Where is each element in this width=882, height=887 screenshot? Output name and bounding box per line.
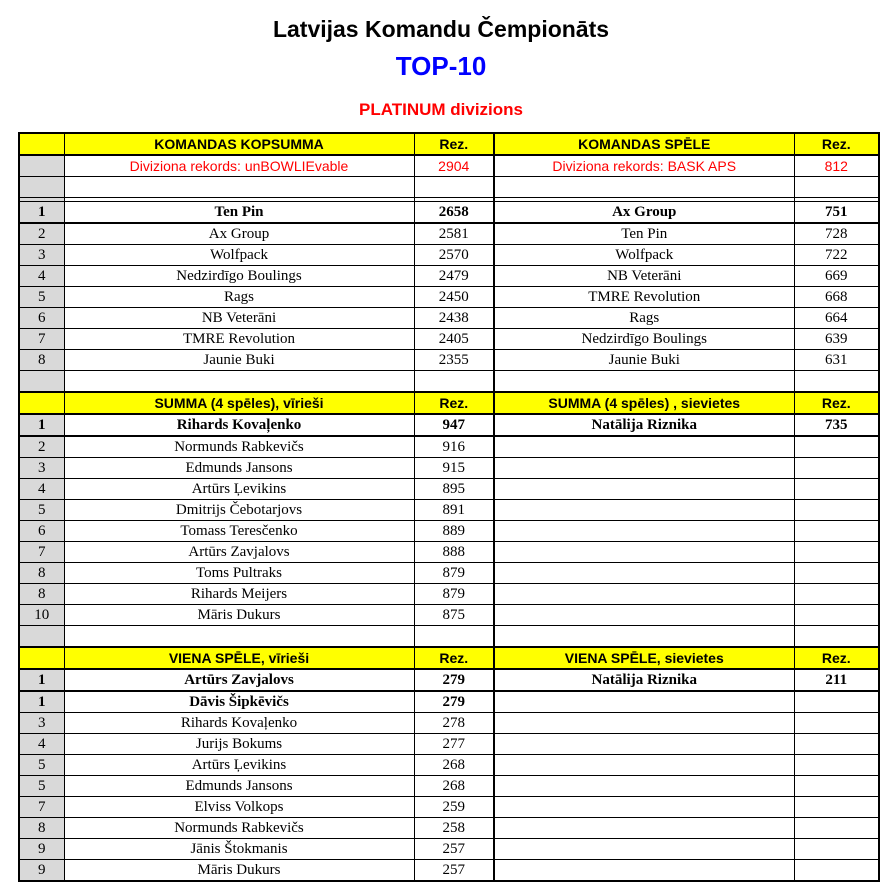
- rank-cell: 2: [19, 223, 64, 245]
- table-row: [19, 755, 879, 776]
- score-cell-right: 722: [794, 245, 879, 266]
- score-cell-left: 2355: [414, 350, 494, 371]
- name-cell-left: Ten Pin: [64, 202, 414, 224]
- column-header-rez-left: Rez.: [414, 647, 494, 669]
- name-cell-left: Rags: [64, 287, 414, 308]
- empty-row: [19, 177, 879, 198]
- score-cell-right: [794, 755, 879, 776]
- name-cell-right: Rags: [494, 308, 794, 329]
- name-cell-right: [494, 860, 794, 882]
- record-row: [19, 155, 879, 177]
- page-subtitle: TOP-10: [395, 51, 487, 81]
- name-cell-left: Artūrs Zavjalovs: [64, 542, 414, 563]
- name-cell-right: [494, 818, 794, 839]
- section-header-left: SUMMA (4 spēles), vīrieši: [64, 392, 414, 414]
- rank-cell: 4: [19, 479, 64, 500]
- score-cell-right: [794, 818, 879, 839]
- score-cell-left: 259: [414, 797, 494, 818]
- rank-cell: 1: [19, 414, 64, 436]
- score-cell-left: 895: [414, 479, 494, 500]
- rank-cell: 1: [19, 202, 64, 224]
- score-cell-right: 669: [794, 266, 879, 287]
- empty-rank-cell: [19, 371, 64, 393]
- name-cell-right: [494, 734, 794, 755]
- rank-column-header: [19, 133, 64, 155]
- table-row: [19, 329, 879, 350]
- section-header-right: KOMANDAS SPĒLE: [494, 133, 794, 155]
- score-cell-left: 257: [414, 839, 494, 860]
- name-cell-left: TMRE Revolution: [64, 329, 414, 350]
- table-row: [19, 605, 879, 626]
- score-cell-left: 915: [414, 458, 494, 479]
- empty-row: [19, 626, 879, 648]
- name-cell-left: Rihards Meijers: [64, 584, 414, 605]
- rank-cell: 6: [19, 521, 64, 542]
- name-cell-right: [494, 839, 794, 860]
- empty-cell: [64, 177, 414, 198]
- empty-cell: [494, 626, 794, 648]
- score-cell-left: 891: [414, 500, 494, 521]
- score-cell-right: [794, 436, 879, 458]
- table-row: [19, 436, 879, 458]
- score-cell-right: [794, 521, 879, 542]
- table-row: [19, 713, 879, 734]
- division-title: PLATINUM divizions: [358, 100, 523, 119]
- empty-cell: [64, 626, 414, 648]
- score-cell-left: 268: [414, 755, 494, 776]
- table-row: [19, 818, 879, 839]
- record-label-right: Diviziona rekords: BASK APS: [494, 155, 794, 177]
- results-table-body: [19, 133, 879, 881]
- record-label-left: Diviziona rekords: unBOWLIEvable: [64, 155, 414, 177]
- table-row: [19, 860, 879, 882]
- score-cell-left: 278: [414, 713, 494, 734]
- empty-cell: [494, 371, 794, 393]
- results-table: [18, 132, 880, 882]
- rank-cell: 8: [19, 818, 64, 839]
- rank-cell: 6: [19, 308, 64, 329]
- section-header-right: SUMMA (4 spēles) , sievietes: [494, 392, 794, 414]
- score-cell-right: 639: [794, 329, 879, 350]
- empty-cell: [794, 371, 879, 393]
- table-row: [19, 500, 879, 521]
- name-cell-right: TMRE Revolution: [494, 287, 794, 308]
- score-cell-right: [794, 458, 879, 479]
- score-cell-right: [794, 542, 879, 563]
- score-cell-left: 2570: [414, 245, 494, 266]
- name-cell-left: NB Veterāni: [64, 308, 414, 329]
- score-cell-right: 668: [794, 287, 879, 308]
- score-cell-right: [794, 563, 879, 584]
- score-cell-left: 2581: [414, 223, 494, 245]
- empty-row: [19, 371, 879, 393]
- column-header-rez-right: Rez.: [794, 133, 879, 155]
- name-cell-right: Ax Group: [494, 202, 794, 224]
- name-cell-left: Jaunie Buki: [64, 350, 414, 371]
- record-value-right: 812: [794, 155, 879, 177]
- score-cell-right: [794, 839, 879, 860]
- page-header: [0, 0, 882, 119]
- score-cell-right: [794, 691, 879, 713]
- rank-cell: 9: [19, 839, 64, 860]
- name-cell-left: Edmunds Jansons: [64, 458, 414, 479]
- score-cell-left: 889: [414, 521, 494, 542]
- name-cell-right: [494, 691, 794, 713]
- name-cell-right: Ten Pin: [494, 223, 794, 245]
- rank-cell: 8: [19, 350, 64, 371]
- score-cell-right: 211: [794, 669, 879, 691]
- empty-cell: [414, 626, 494, 648]
- record-value-left: 2904: [414, 155, 494, 177]
- name-cell-right: [494, 713, 794, 734]
- table-row: [19, 245, 879, 266]
- name-cell-left: Normunds Rabkevičs: [64, 436, 414, 458]
- table-row: [19, 839, 879, 860]
- rank-cell: 5: [19, 500, 64, 521]
- empty-cell: [494, 177, 794, 198]
- name-cell-right: NB Veterāni: [494, 266, 794, 287]
- name-cell-left: Artūrs Zavjalovs: [64, 669, 414, 691]
- score-cell-right: [794, 860, 879, 882]
- score-cell-left: 268: [414, 776, 494, 797]
- column-header-rez-right: Rez.: [794, 647, 879, 669]
- rank-cell: 3: [19, 713, 64, 734]
- score-cell-left: 2658: [414, 202, 494, 224]
- empty-cell: [414, 371, 494, 393]
- table-row: [19, 308, 879, 329]
- name-cell-right: Natālija Riznika: [494, 414, 794, 436]
- table-row: [19, 669, 879, 691]
- record-rank-cell: [19, 155, 64, 177]
- column-header-rez-right: Rez.: [794, 392, 879, 414]
- score-cell-left: 2479: [414, 266, 494, 287]
- rank-cell: 10: [19, 605, 64, 626]
- name-cell-right: Nedzirdīgo Boulings: [494, 329, 794, 350]
- table-row: [19, 734, 879, 755]
- table-row: [19, 563, 879, 584]
- column-header-rez-left: Rez.: [414, 392, 494, 414]
- name-cell-right: [494, 755, 794, 776]
- name-cell-left: Māris Dukurs: [64, 860, 414, 882]
- name-cell-left: Dāvis Šipkēvičs: [64, 691, 414, 713]
- empty-rank-cell: [19, 177, 64, 198]
- rank-cell: 3: [19, 245, 64, 266]
- name-cell-left: Dmitrijs Čebotarjovs: [64, 500, 414, 521]
- section-header-row: [19, 647, 879, 669]
- score-cell-right: [794, 734, 879, 755]
- rank-column-header: [19, 392, 64, 414]
- name-cell-left: Wolfpack: [64, 245, 414, 266]
- section-header-row: [19, 133, 879, 155]
- score-cell-left: 875: [414, 605, 494, 626]
- rank-cell: 5: [19, 776, 64, 797]
- empty-cell: [64, 371, 414, 393]
- score-cell-right: [794, 797, 879, 818]
- name-cell-left: Nedzirdīgo Boulings: [64, 266, 414, 287]
- table-row: [19, 776, 879, 797]
- name-cell-left: Jurijs Bokums: [64, 734, 414, 755]
- name-cell-left: Ax Group: [64, 223, 414, 245]
- score-cell-left: 879: [414, 584, 494, 605]
- table-row: [19, 479, 879, 500]
- name-cell-right: [494, 584, 794, 605]
- rank-cell: 3: [19, 458, 64, 479]
- score-cell-left: 279: [414, 669, 494, 691]
- table-row: [19, 797, 879, 818]
- score-cell-left: 879: [414, 563, 494, 584]
- rank-cell: 4: [19, 266, 64, 287]
- score-cell-left: 2405: [414, 329, 494, 350]
- table-row: [19, 542, 879, 563]
- rank-cell: 4: [19, 734, 64, 755]
- table-row: [19, 458, 879, 479]
- score-cell-right: [794, 500, 879, 521]
- name-cell-right: Jaunie Buki: [494, 350, 794, 371]
- name-cell-left: Artūrs Ļevikins: [64, 479, 414, 500]
- score-cell-right: 664: [794, 308, 879, 329]
- rank-column-header: [19, 647, 64, 669]
- score-cell-right: [794, 776, 879, 797]
- rank-cell: 2: [19, 436, 64, 458]
- name-cell-left: Edmunds Jansons: [64, 776, 414, 797]
- score-cell-right: [794, 479, 879, 500]
- empty-cell: [794, 626, 879, 648]
- name-cell-right: [494, 605, 794, 626]
- name-cell-right: [494, 542, 794, 563]
- score-cell-left: 257: [414, 860, 494, 882]
- name-cell-left: Normunds Rabkevičs: [64, 818, 414, 839]
- rank-cell: 7: [19, 542, 64, 563]
- score-cell-left: 2438: [414, 308, 494, 329]
- score-cell-right: [794, 713, 879, 734]
- name-cell-right: Natālija Riznika: [494, 669, 794, 691]
- table-row: [19, 202, 879, 224]
- empty-cell: [414, 177, 494, 198]
- rank-cell: 1: [19, 691, 64, 713]
- name-cell-left: Rihards Kovaļenko: [64, 414, 414, 436]
- empty-rank-cell: [19, 626, 64, 648]
- table-row: [19, 266, 879, 287]
- score-cell-left: 916: [414, 436, 494, 458]
- name-cell-right: [494, 797, 794, 818]
- table-row: [19, 584, 879, 605]
- rank-cell: 9: [19, 860, 64, 882]
- name-cell-right: [494, 500, 794, 521]
- empty-cell: [794, 177, 879, 198]
- score-cell-left: 888: [414, 542, 494, 563]
- name-cell-left: Toms Pultraks: [64, 563, 414, 584]
- rank-cell: 8: [19, 563, 64, 584]
- score-cell-right: 728: [794, 223, 879, 245]
- table-row: [19, 691, 879, 713]
- rank-cell: 1: [19, 669, 64, 691]
- name-cell-right: [494, 458, 794, 479]
- table-row: [19, 223, 879, 245]
- rank-cell: 5: [19, 287, 64, 308]
- score-cell-left: 2450: [414, 287, 494, 308]
- rank-cell: 7: [19, 329, 64, 350]
- name-cell-right: [494, 479, 794, 500]
- name-cell-right: [494, 521, 794, 542]
- table-row: [19, 521, 879, 542]
- name-cell-left: Rihards Kovaļenko: [64, 713, 414, 734]
- section-header-left: KOMANDAS KOPSUMMA: [64, 133, 414, 155]
- score-cell-right: 631: [794, 350, 879, 371]
- score-cell-right: [794, 584, 879, 605]
- score-cell-left: 258: [414, 818, 494, 839]
- table-row: [19, 287, 879, 308]
- score-cell-left: 277: [414, 734, 494, 755]
- name-cell-left: Jānis Štokmanis: [64, 839, 414, 860]
- rank-cell: 5: [19, 755, 64, 776]
- score-cell-right: 751: [794, 202, 879, 224]
- section-header-right: VIENA SPĒLE, sievietes: [494, 647, 794, 669]
- name-cell-left: Māris Dukurs: [64, 605, 414, 626]
- table-row: [19, 414, 879, 436]
- name-cell-left: Artūrs Ļevikins: [64, 755, 414, 776]
- name-cell-right: [494, 436, 794, 458]
- score-cell-left: 279: [414, 691, 494, 713]
- score-cell-right: 735: [794, 414, 879, 436]
- rank-cell: 7: [19, 797, 64, 818]
- name-cell-right: [494, 563, 794, 584]
- rank-cell: 8: [19, 584, 64, 605]
- name-cell-right: [494, 776, 794, 797]
- column-header-rez-left: Rez.: [414, 133, 494, 155]
- name-cell-left: Elviss Volkops: [64, 797, 414, 818]
- score-cell-right: [794, 605, 879, 626]
- name-cell-right: Wolfpack: [494, 245, 794, 266]
- score-cell-left: 947: [414, 414, 494, 436]
- section-header-left: VIENA SPĒLE, vīrieši: [64, 647, 414, 669]
- name-cell-left: Tomass Teresčenko: [64, 521, 414, 542]
- table-row: [19, 350, 879, 371]
- section-header-row: [19, 392, 879, 414]
- page-title: Latvijas Komandu Čempionāts: [272, 16, 610, 42]
